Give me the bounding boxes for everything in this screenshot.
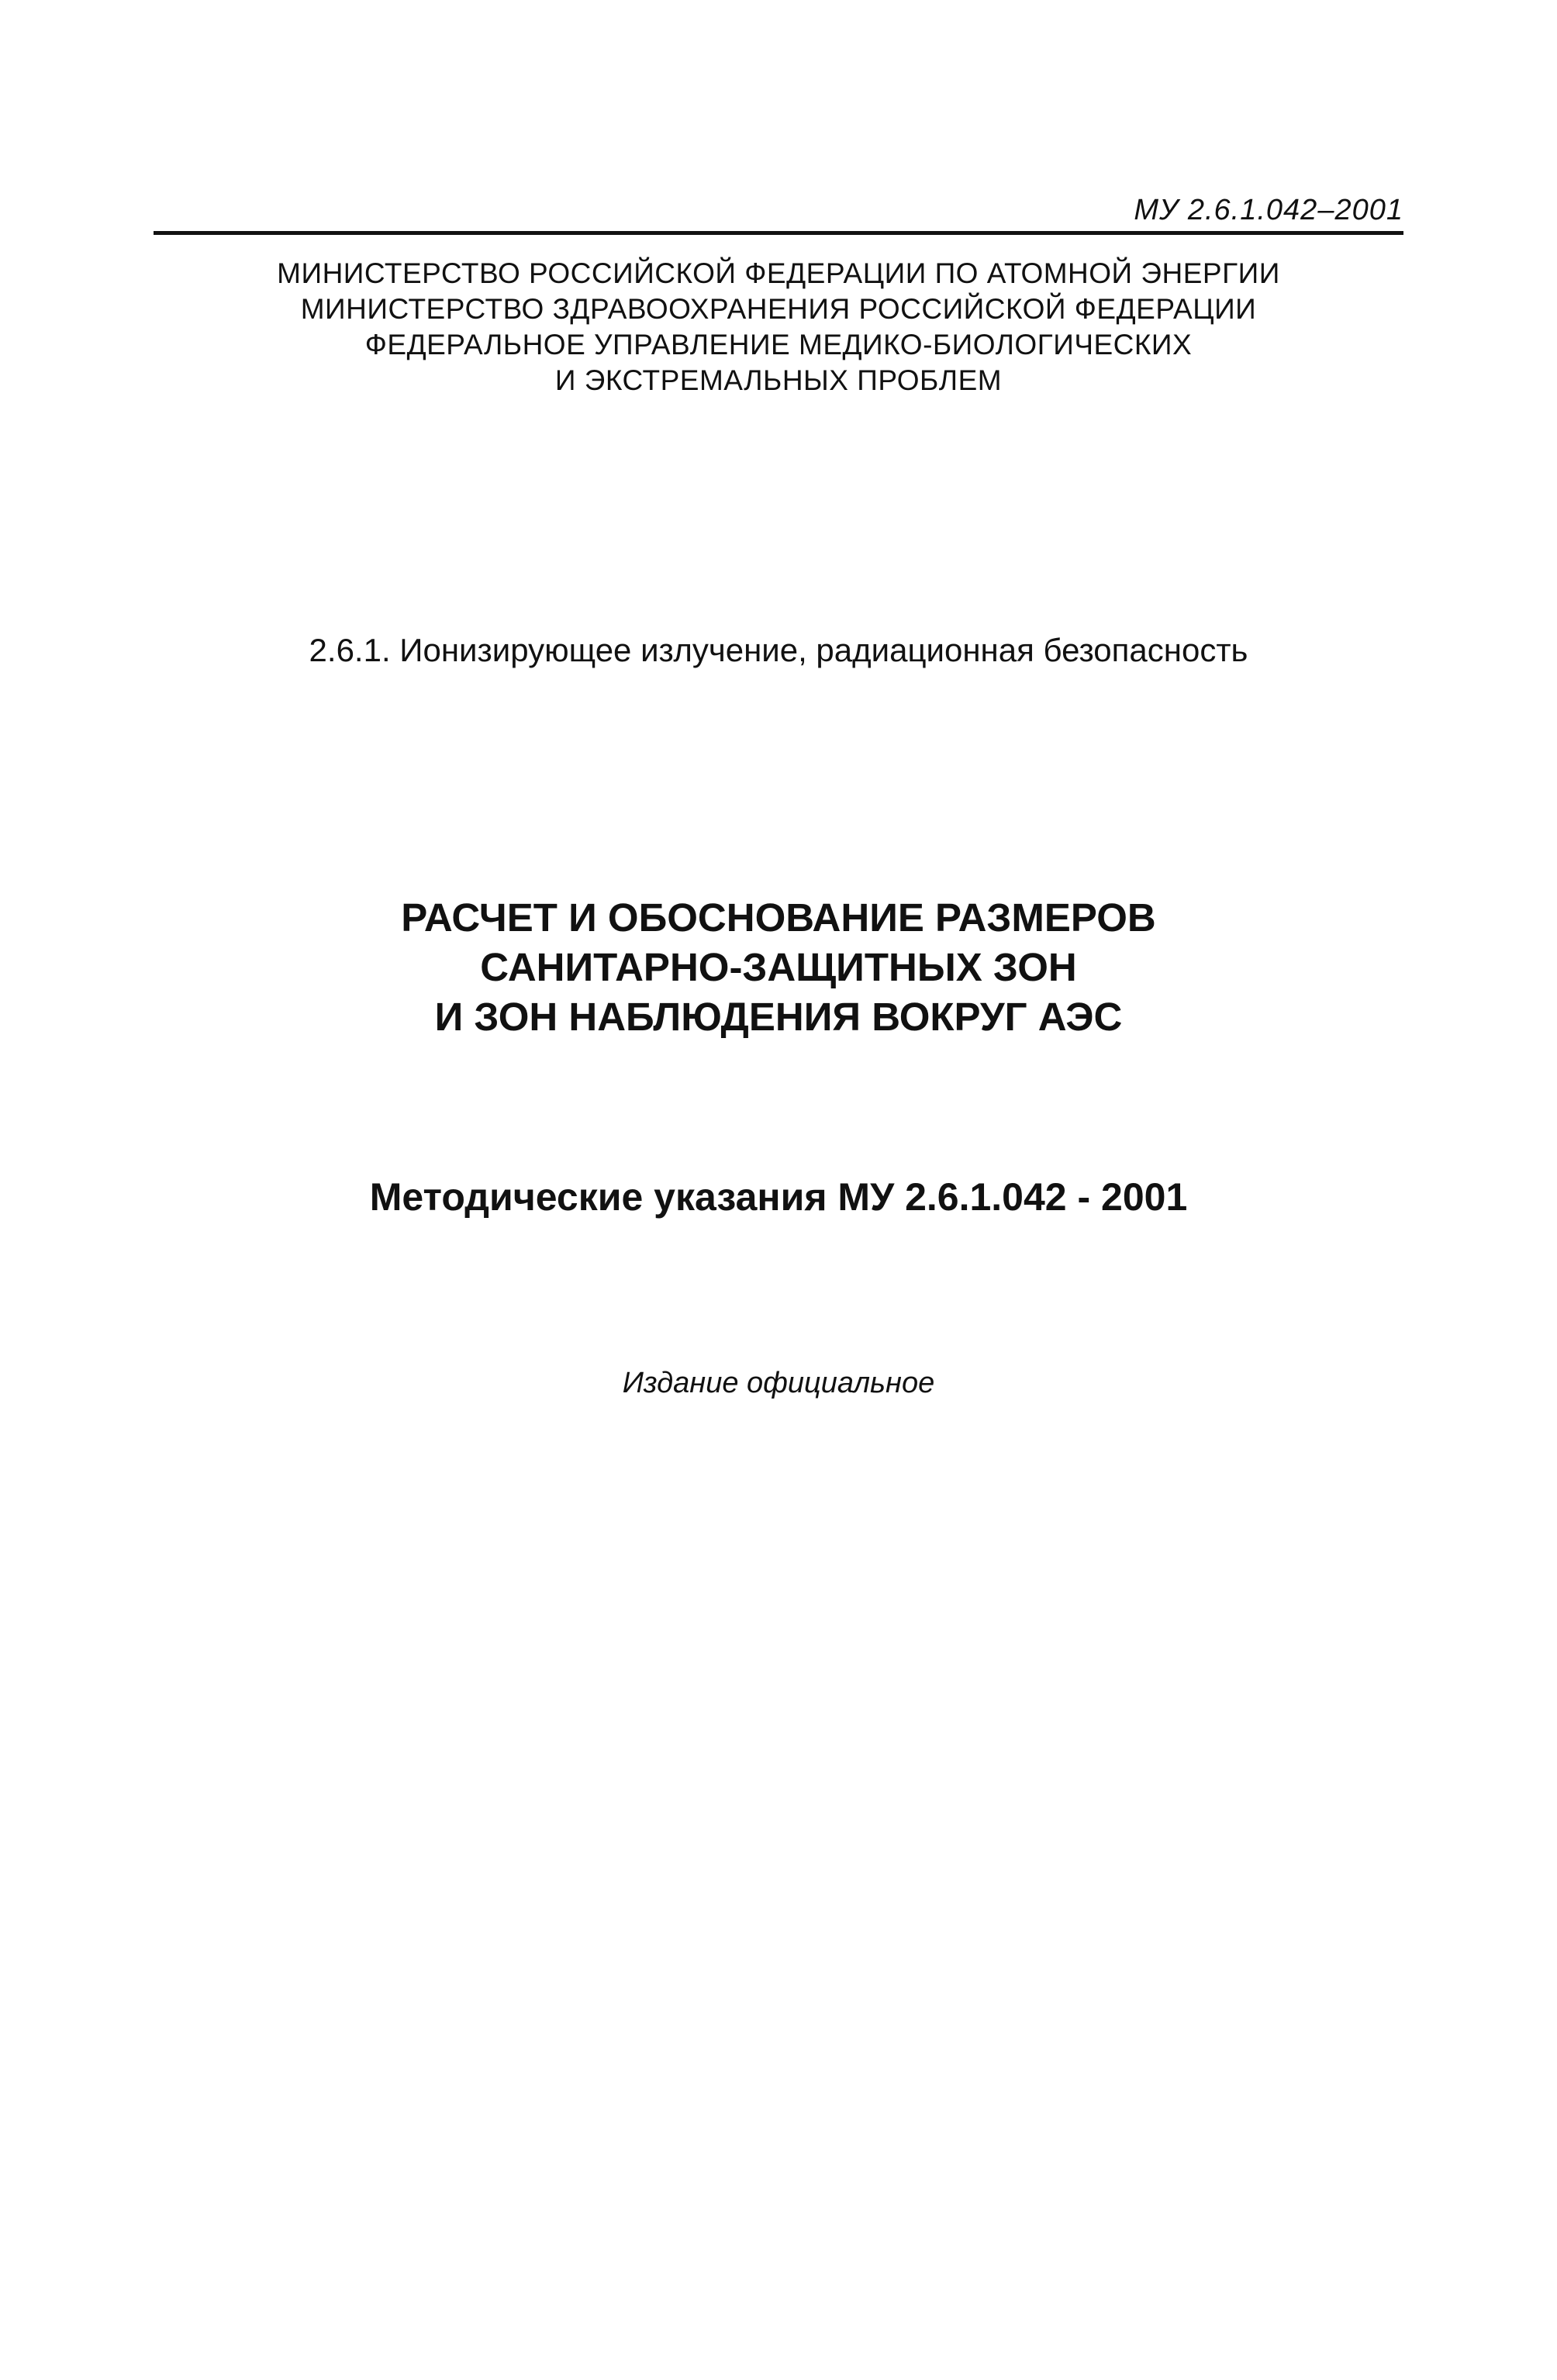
authority-line: ФЕДЕРАЛЬНОЕ УПРАВЛЕНИЕ МЕДИКО-БИОЛОГИЧЕСКИХ: [364, 329, 1193, 360]
document-subtitle: Методические указания МУ 2.6.1.042 - 2001: [369, 1175, 1188, 1219]
header-rule: [154, 231, 1403, 235]
document-category: 2.6.1. Ионизирующее излучение, радиационная безопасность: [309, 632, 1248, 668]
title-line: И ЗОН НАБЛЮДЕНИЯ ВОКРУГ АЭС: [434, 995, 1123, 1039]
authority-line: МИНИСТЕРСТВО РОССИЙСКОЙ ФЕДЕРАЦИИ ПО АТОМНОЙ ЭНЕРГИИ: [277, 257, 1280, 289]
document-title: [154, 893, 1403, 1042]
document-code: МУ 2.6.1.042–2001: [1134, 194, 1403, 226]
title-line: РАСЧЕТ И ОБОСНОВАНИЕ РАЗМЕРОВ: [401, 895, 1156, 940]
title-line: САНИТАРНО-ЗАЩИТНЫХ ЗОН: [480, 945, 1077, 989]
issuing-authorities: [154, 256, 1403, 398]
authority-line: И ЭКСТРЕМАЛЬНЫХ ПРОБЛЕМ: [554, 364, 1003, 396]
authority-line: МИНИСТЕРСТВО ЗДРАВООХРАНЕНИЯ РОССИЙСКОЙ ФЕДЕРАЦИИ: [300, 293, 1257, 325]
edition-note: Издание официальное: [622, 1367, 935, 1399]
